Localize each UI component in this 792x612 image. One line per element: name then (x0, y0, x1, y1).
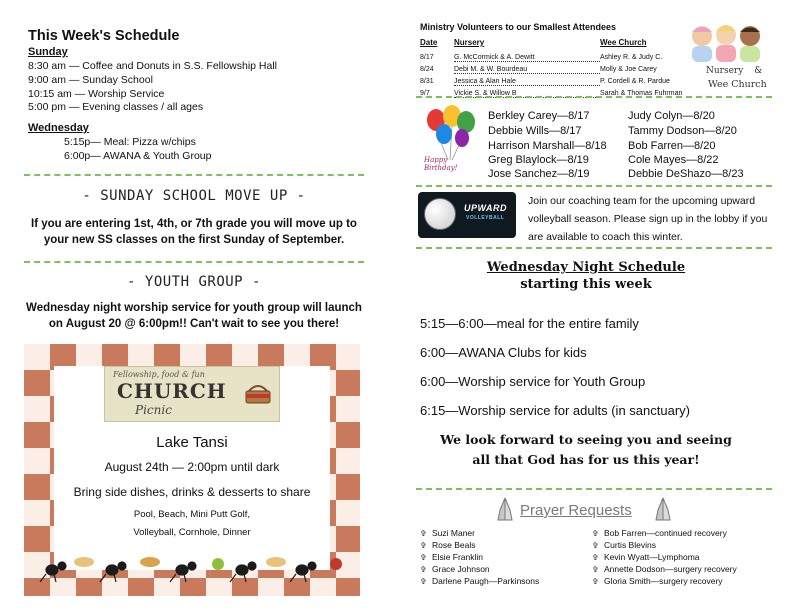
table-row (420, 73, 692, 85)
youth-body: Wednesday night worship service for youth group will launch on August 20 @ 6:00pm!! Can't wait to see you there! (26, 302, 362, 330)
picnic-flyer (24, 344, 360, 596)
wednesday-night-item: 6:00—Worship service for Youth Group (420, 374, 646, 389)
sunday-label: Sunday (28, 46, 68, 58)
wednesday-line: 6:00p— AWANA & Youth Group (64, 150, 212, 162)
cross-icon: ✞ (592, 577, 599, 586)
prayer-name: Darlene Paugh—Parkinsons (432, 576, 540, 586)
picnic-location: Lake Tansi (156, 434, 228, 451)
nursery-word: Nursery (706, 66, 744, 76)
prayer-item (420, 540, 475, 550)
prayer-name: Curtis Blevins (604, 540, 656, 550)
cross-icon: ✞ (420, 553, 427, 562)
praying-hands-icon (494, 496, 516, 522)
ants-illustration (32, 544, 352, 584)
birthday-entry: Harrison Marshall—8/18 (488, 140, 607, 152)
prayer-name: Gloria Smith—surgery recovery (604, 576, 723, 586)
prayer-item (420, 552, 483, 562)
ampersand: & (754, 66, 763, 76)
picnic-date: August 24th — 2:00pm until dark (104, 460, 280, 474)
column-header: Wee Church (600, 38, 647, 47)
sunday-line: 10:15 am — Worship Service (28, 88, 165, 100)
prayer-name: Elsie Franklin (432, 552, 484, 562)
picnic-banner (104, 366, 280, 422)
column-header: Date (420, 38, 438, 47)
banner-picnic: Picnic (135, 403, 172, 417)
volunteers-table (420, 38, 692, 98)
prayer-item (592, 540, 656, 550)
table-header-row (420, 38, 692, 49)
divider (416, 247, 772, 249)
birthday-entry: Debbie DeShazo—8/23 (628, 168, 744, 180)
prayer-item (592, 552, 700, 562)
cross-icon: ✞ (592, 529, 599, 538)
schedule-title: This Week's Schedule (28, 28, 180, 44)
wee-church-label: Wee Church (708, 79, 767, 90)
birthday-balloons-image (420, 104, 482, 176)
prayer-name: Suzi Maner (432, 528, 475, 538)
prayer-name: Rose Beals (432, 540, 476, 550)
upward-logo-word: UPWARD (464, 203, 507, 213)
picnic-activities: Pool, Beach, Mini Putt Golf, (133, 509, 251, 520)
upward-volleyball-logo (418, 192, 516, 238)
volunteer-date: 8/31 (420, 78, 434, 85)
cross-icon: ✞ (420, 565, 427, 574)
column-header: Nursery (454, 38, 485, 47)
cross-icon: ✞ (592, 553, 599, 562)
volunteer-date: 9/7 (420, 90, 430, 97)
birthday-caption: Happy Birthday! (424, 156, 458, 172)
volunteer-wee-church: P. Cordell & R. Pardue (600, 78, 670, 85)
volunteer-wee-church: Sarah & Thomas Fuhrman (600, 90, 683, 97)
wednesday-night-subtitle: starting this week (520, 277, 652, 292)
nursery-label (706, 66, 762, 76)
prayer-name: Grace Johnson (432, 564, 490, 574)
prayer-item (420, 576, 539, 586)
cross-icon: ✞ (420, 529, 427, 538)
banner-tagline: Fellowship, food & fun (113, 370, 205, 379)
volunteer-wee-church: Molly & Joe Carey (600, 66, 657, 73)
upward-description: Join our coaching team for the upcoming upward volleyball season. Please sign up in the lobby if you are available to coach this winter. (528, 195, 768, 243)
prayer-name: Kevin Wyatt—Lymphoma (604, 552, 700, 562)
picnic-bring: Bring side dishes, drinks & desserts to share (73, 485, 311, 499)
wednesday-line: 5:15p— Meal: Pizza w/chips (64, 136, 196, 148)
prayer-item (592, 528, 727, 538)
volunteer-nursery: Debi M. & W. Bourdeau (454, 61, 600, 73)
cross-icon: ✞ (420, 541, 427, 550)
sunday-line: 9:00 am — Sunday School (28, 74, 153, 86)
sunday-school-body: If you are entering 1st, 4th, or 7th grade you will move up to your new SS classes on the first Sunday of September. (31, 218, 357, 246)
wednesday-night-title: Wednesday Night Schedule (486, 260, 686, 275)
divider (24, 261, 364, 263)
divider (416, 96, 772, 98)
birthday-entry: Judy Colyn—8/20 (628, 110, 715, 122)
cross-icon: ✞ (592, 541, 599, 550)
birthday-entry: Greg Blaylock—8/19 (488, 154, 589, 166)
wednesday-night-item: 6:15—Worship service for adults (in sanctuary) (420, 403, 690, 418)
volunteer-nursery: Vickie S. & Willow B (454, 85, 600, 97)
sunday-line: 8:30 am — Coffee and Donuts in S.S. Fellowship Hall (28, 60, 278, 72)
birthday-entry: Cole Mayes—8/22 (628, 154, 719, 166)
wednesday-night-item: 5:15—6:00—meal for the entire family (420, 316, 639, 331)
birthday-entry: Debbie Wills—8/17 (488, 125, 582, 137)
banner-church: CHURCH (117, 379, 227, 403)
sunday-line: 5:00 pm — Evening classes / all ages (28, 101, 204, 113)
picnic-basket-icon (243, 383, 273, 405)
birthday-entry: Tammy Dodson—8/20 (628, 125, 737, 137)
divider (416, 488, 772, 490)
birthday-entry: Berkley Carey—8/17 (488, 110, 590, 122)
divider (24, 174, 364, 176)
volunteer-wee-church: Ashley R. & Judy C. (600, 54, 663, 61)
praying-hands-icon (652, 496, 674, 522)
table-row (420, 61, 692, 73)
volunteer-date: 8/17 (420, 54, 434, 61)
wednesday-night-item: 6:00—AWANA Clubs for kids (420, 345, 587, 360)
table-row (420, 49, 692, 61)
birthday-entry: Jose Sanchez—8/19 (488, 168, 590, 180)
closing-line: all that God has for us this year! (472, 452, 700, 467)
sunday-school-heading: - SUNDAY SCHOOL MOVE UP - (82, 188, 306, 204)
toddlers-illustration (686, 22, 766, 64)
volunteer-date: 8/24 (420, 66, 434, 73)
closing-line: We look forward to seeing you and seeing (440, 432, 732, 447)
volunteers-title: Ministry Volunteers to our Smallest Attendees (420, 22, 617, 32)
prayer-item (592, 576, 723, 586)
prayer-item (592, 564, 737, 574)
volunteer-nursery: Jessica & Alan Hale (454, 73, 600, 85)
upward-logo-sub: VOLLEYBALL (466, 215, 505, 221)
wednesday-label: Wednesday (28, 122, 89, 134)
cross-icon: ✞ (592, 565, 599, 574)
prayer-item (420, 564, 490, 574)
prayer-name: Bob Farren—continued recovery (604, 528, 727, 538)
divider (416, 185, 772, 187)
youth-heading: - YOUTH GROUP - (127, 274, 261, 290)
cross-icon: ✞ (420, 577, 427, 586)
prayer-name: Annette Dodson—surgery recovery (604, 564, 737, 574)
prayer-item (420, 528, 475, 538)
balloons-icon (420, 104, 482, 164)
birthday-entry: Bob Farren—8/20 (628, 140, 716, 152)
prayer-requests-title: Prayer Requests (520, 502, 632, 519)
volunteer-nursery: G. McCormick & A. Dewitt (454, 49, 600, 61)
volleyball-icon (424, 198, 456, 230)
picnic-activities: Volleyball, Cornhole, Dinner (133, 527, 251, 538)
